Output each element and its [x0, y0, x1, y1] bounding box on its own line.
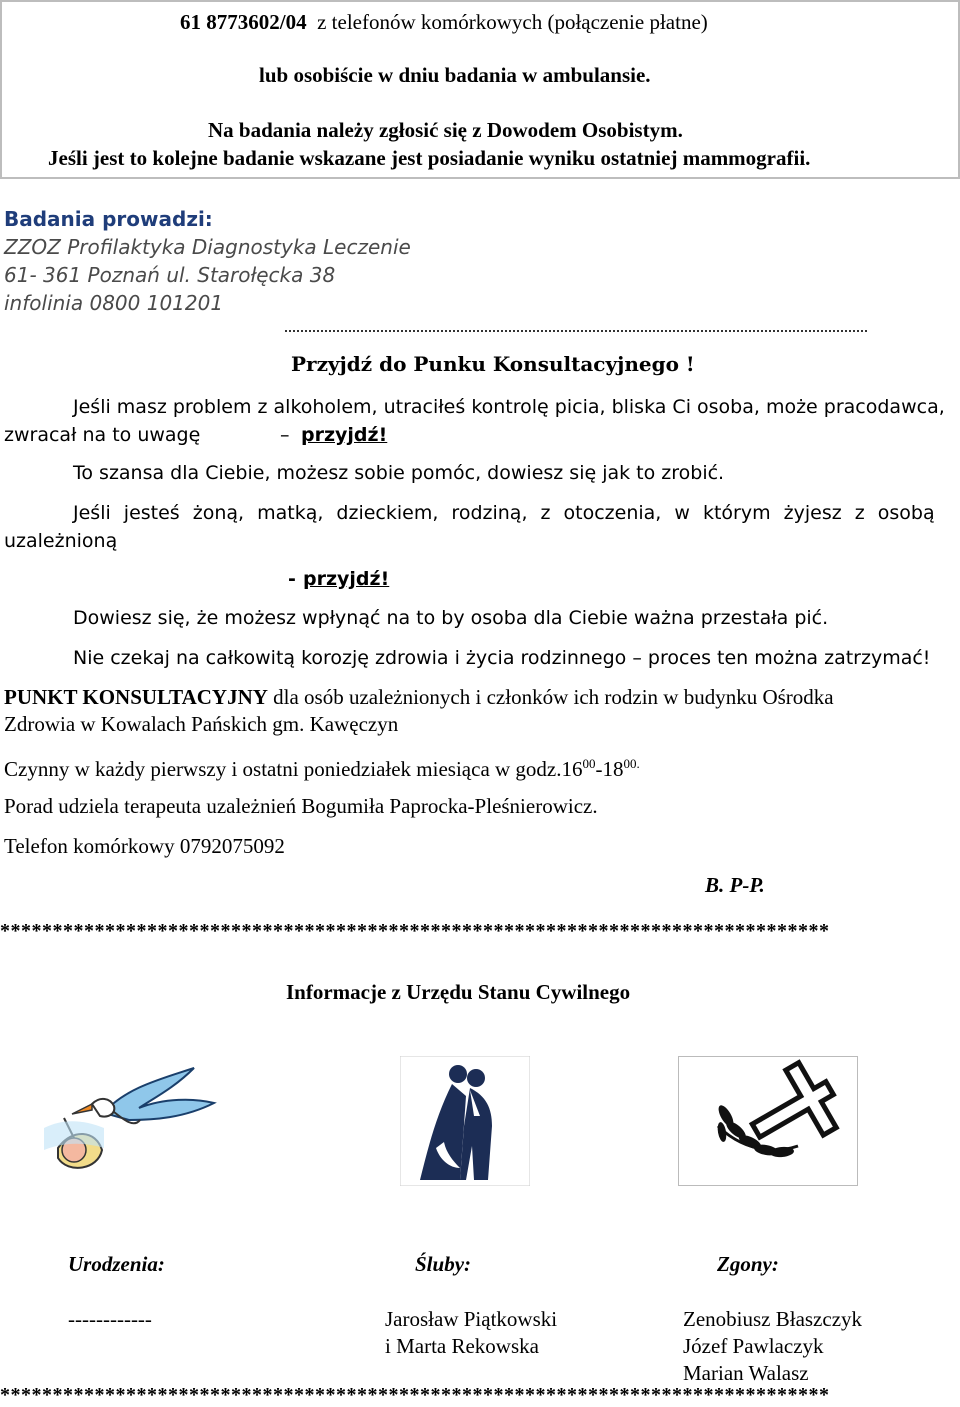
come-link-2: przyjdź! [303, 568, 390, 590]
phone-line: Telefon komórkowy 0792075092 [4, 834, 285, 858]
point-line1 [4, 685, 834, 710]
stork-baby-icon [44, 1058, 224, 1188]
org-address: 61- 361 Poznań ul. Starołęcka 38 [4, 263, 336, 287]
consult-p1-line1: Jeśli masz problem z alkoholem, utraciłeś kontrolę picia, bliska Ci osoba, może pracodawca, [73, 396, 945, 418]
conducted-by-label: Badania prowadzi: [4, 207, 213, 231]
death-entry-2: Józef Pawlaczyk [683, 1334, 824, 1358]
org-hotline: infolinia 0800 101201 [4, 291, 224, 315]
point-line2: Zdrowia w Kowalach Pańskich gm. Kawęczyn [4, 712, 399, 736]
mammo-previous-note: Jeśli jest to kolejne badanie wskazane jest posiadanie wyniku ostatniej mammografii. [48, 146, 811, 170]
hours-sup1: 00 [582, 756, 596, 771]
wedding-couple-icon [400, 1056, 530, 1186]
deaths-label: Zgony: [717, 1252, 779, 1276]
mammo-phone-number: 61 8773602/04 [180, 10, 307, 34]
point-label: PUNKT KONSULTACYJNY [4, 685, 268, 709]
org-name: ZZOZ Profilaktyka Diagnostyka Leczenie [4, 235, 411, 259]
births-label: Urodzenia: [68, 1252, 165, 1276]
come-link-1: przyjdź! [301, 424, 388, 446]
consult-p3-dash: - [288, 568, 296, 590]
mammo-phone-line [180, 10, 708, 35]
hours-text: Czynny w każdy pierwszy i ostatni poniedziałek miesiąca w godz.16 [4, 757, 583, 781]
therapist-line: Porad udziela terapeuta uzależnień Bogumiła Paprocka-Pleśnierowicz. [4, 794, 598, 818]
consult-heading: Przyjdź do Punku Konsultacyjnego ! [291, 352, 695, 376]
consult-p3-line1: Jeśli jesteś żoną, matką, dzieckiem, rodziną, z otoczenia, w którym żyjesz z osobą [73, 502, 935, 524]
dotted-divider [285, 320, 867, 332]
signature: B. P-P. [705, 873, 765, 897]
hours-line [4, 757, 640, 782]
wedding-line-2: i Marta Rekowska [385, 1334, 539, 1358]
star-separator-1: ******************************************************************************* [0, 920, 830, 942]
hours-sup2: 00. [623, 756, 640, 771]
star-separator-2: ******************************************************************************* [0, 1384, 830, 1406]
mammo-personal: lub osobiście w dniu badania w ambulansie. [259, 63, 651, 87]
consult-p4: Dowiesz się, że możesz wpłynąć na to by osoba dla Ciebie ważna przestała pić. [73, 607, 829, 629]
point-rest: dla osób uzależnionych i członków ich rodzin w budynku Ośrodka [273, 685, 834, 709]
consult-p1-dash: – [280, 424, 290, 446]
consult-p5: Nie czekaj na całkowitą korozję zdrowia i życia rodzinnego – proces ten można zatrzymać! [73, 647, 931, 669]
cross-wreath-icon [678, 1056, 858, 1186]
consult-p3-line2: uzależnioną [4, 530, 118, 552]
death-entry-1: Zenobiusz Błaszczyk [683, 1307, 863, 1331]
mammo-phone-note: z telefonów komórkowych (połączenie płatne) [317, 10, 708, 34]
wedding-line-1: Jarosław Piątkowski [385, 1307, 558, 1331]
death-entry-3: Marian Walasz [683, 1361, 809, 1385]
registry-heading: Informacje z Urzędu Stanu Cywilnego [286, 980, 631, 1004]
births-value: ------------ [68, 1307, 152, 1331]
consult-p2: To szansa dla Ciebie, możesz sobie pomóc, dowiesz się jak to zrobić. [73, 462, 725, 484]
mammo-id-note: Na badania należy zgłosić się z Dowodem Osobistym. [208, 118, 683, 142]
hours-mid: -18 [595, 757, 624, 781]
consult-p1-line2: zwracał na to uwagę [4, 424, 201, 446]
weddings-label: Śluby: [415, 1252, 472, 1276]
